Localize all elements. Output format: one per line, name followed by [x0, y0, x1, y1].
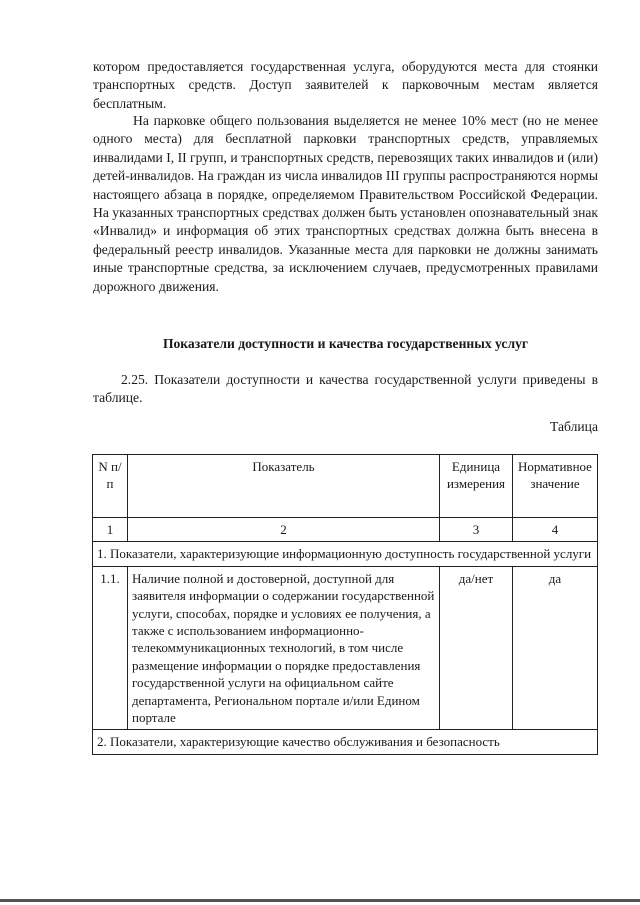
- section-heading: Показатели доступности и качества государственных услуг: [162, 336, 529, 351]
- table-column-numbers-row: [93, 518, 598, 542]
- header-indicator: Показатель: [128, 455, 440, 518]
- section-1-title: 1. Показатели, характеризующие информационную доступность государственной услуги: [93, 542, 598, 566]
- row-indicator: Наличие полной и достоверной, доступной для заявителя информации о содержании государственной услуги, способах, порядке и условиях ее получения, а также с использованием информационно-телекоммуникационных технологий, в том числе размещение информации о порядке предоставления государственной услуги на официальном сайте департамента, Региональном портале и/или Едином портале: [128, 566, 440, 730]
- column-number-1: 1: [93, 518, 128, 542]
- section-2-title: 2. Показатели, характеризующие качество обслуживания и безопасность: [93, 730, 598, 754]
- row-norm: да: [513, 566, 598, 730]
- paragraph-disabled-parking: На парковке общего пользования выделяется не менее 10% мест (но не менее одного места) для бесплатной парковки транспортных средств, управляемых инвалидами I, II групп, и транспортных средств, перевозящих таких инвалидов и (или) детей-инвалидов. На граждан из числа инвалидов III группы распространяются нормы настоящего абзаца в порядке, определяемом Правительством Российской Федерации. На указанных транспортных средствах должен быть установлен опознавательный знак «Инвалид» и информация об этих транспортных средствах должна быть внесена в федеральный реестр инвалидов. Указанные места для парковки не должны занимать иные транспортные средства, за исключением случаев, предусмотренных правилами дорожного движения.: [93, 113, 598, 294]
- column-number-2: 2: [128, 518, 440, 542]
- column-number-3: 3: [440, 518, 513, 542]
- header-number: N п/п: [93, 455, 128, 518]
- table-row: [93, 566, 598, 730]
- table-header-row: [93, 455, 598, 518]
- paragraph-parking-access: котором предоставляется государственная услуга, оборудуются места для стоянки транспортных средств. Доступ заявителей к парковочным местам является бесплатным.: [93, 59, 598, 111]
- header-norm: Нормативное значение: [513, 455, 598, 518]
- header-unit: Единица измерения: [440, 455, 513, 518]
- row-number: 1.1.: [93, 566, 128, 730]
- column-number-4: 4: [513, 518, 598, 542]
- row-unit: да/нет: [440, 566, 513, 730]
- table-section-row: [93, 542, 598, 566]
- page-bottom-edge: [0, 899, 640, 902]
- table-caption: Таблица: [550, 419, 598, 434]
- indicators-table: [92, 454, 598, 755]
- paragraph-indicators-intro: 2.25. Показатели доступности и качества государственной услуги приведены в таблице.: [93, 372, 598, 406]
- table-section-row: [93, 730, 598, 754]
